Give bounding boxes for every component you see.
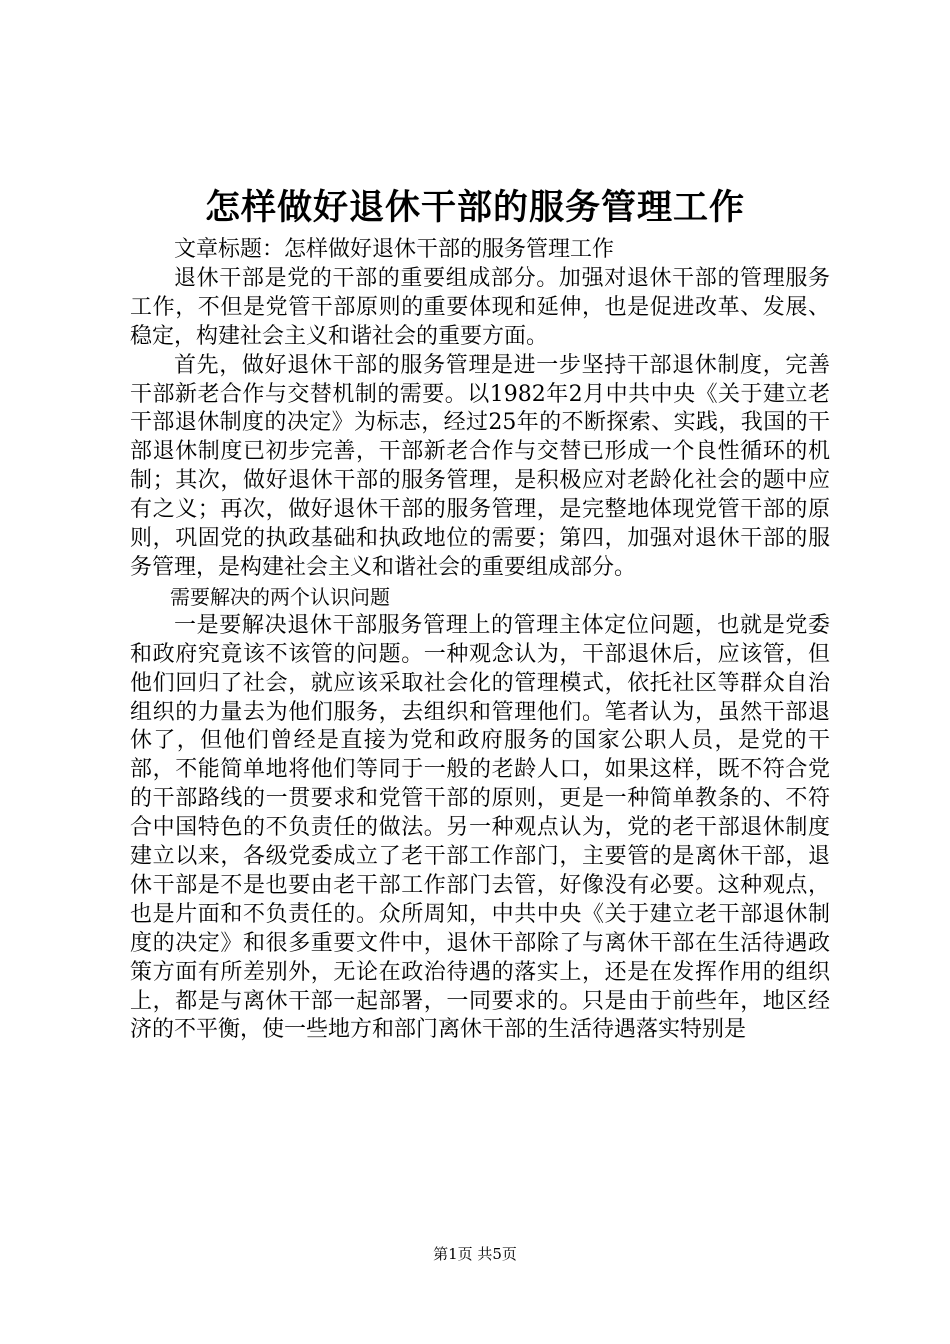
document-title: 怎样做好退休干部的服务管理工作 <box>204 187 745 228</box>
paragraph-intro: 退休干部是党的干部的重要组成部分。加强对退休干部的管理服务工作，不但是党管干部原则的重要体现和延伸，也是促进改革、发展、稳定，构建社会主义和谐社会的重要方面。 <box>130 265 830 349</box>
paragraph-issue-one: 一是要解决退休干部服务管理上的管理主体定位问题，也就是党委和政府究竟该不该管的问题。一种观念认为，干部退休后，应该管，但他们回归了社会，就应该采取社会化的管理模式，依托社区等群众自治组织的力量去为他们服务，去组织和管理他们。笔者认为，虽然干部退休了，但他们曾经是直接为党和政府服务的国家公职人员，是党的干部，不能简单地将他们等同于一般的老龄人口，如果这样，既不符合党的干部路线的一贯要求和党管干部的原则，更是一种简单教条的、不符合中国特色的不负责任的做法。另一种观点认为，党的老干部退休制度建立以来，各级党委成立了老干部工作部门，主要管的是离休干部，退休干部是不是也要由老干部工作部门去管，好像没有必要。这种观点，也是片面和不负责任的。众所周知，中共中央《关于建立老干部退休制度的决定》和很多重要文件中，退休干部除了与离休干部在生活待遇政策方面有所差别外，无论在政治待遇的落实上，还是在发挥作用的组织上，都是与离休干部一起部署，一同要求的。只是由于前些年，地区经济的不平衡，使一些地方和部门离休干部的生活待遇落实特别是 <box>130 612 830 1043</box>
document-body <box>130 236 830 1045</box>
page-footer: 第1页 共5页 <box>433 1245 517 1263</box>
article-title-line: 文章标题：怎样做好退休干部的服务管理工作 <box>174 237 615 262</box>
paragraph-first: 首先，做好退休干部的服务管理是进一步坚持干部退休制度，完善干部新老合作与交替机制的需要。以1982年2月中共中央《关于建立老干部退休制度的决定》为标志，经过25年的不断探索、实践，我国的干部退休制度已初步完善，干部新老合作与交替已形成一个良性循环的机制；其次，做好退休干部的服务管理，是积极应对老龄化社会的题中应有之义；再次，做好退休干部的服务管理，是完整地体现党管干部的原则，巩固党的执政基础和执政地位的需要；第四，加强对退休干部的服务管理，是构建社会主义和谐社会的重要组成部分。 <box>130 352 830 580</box>
section-heading: 需要解决的两个认识问题 <box>170 584 390 609</box>
